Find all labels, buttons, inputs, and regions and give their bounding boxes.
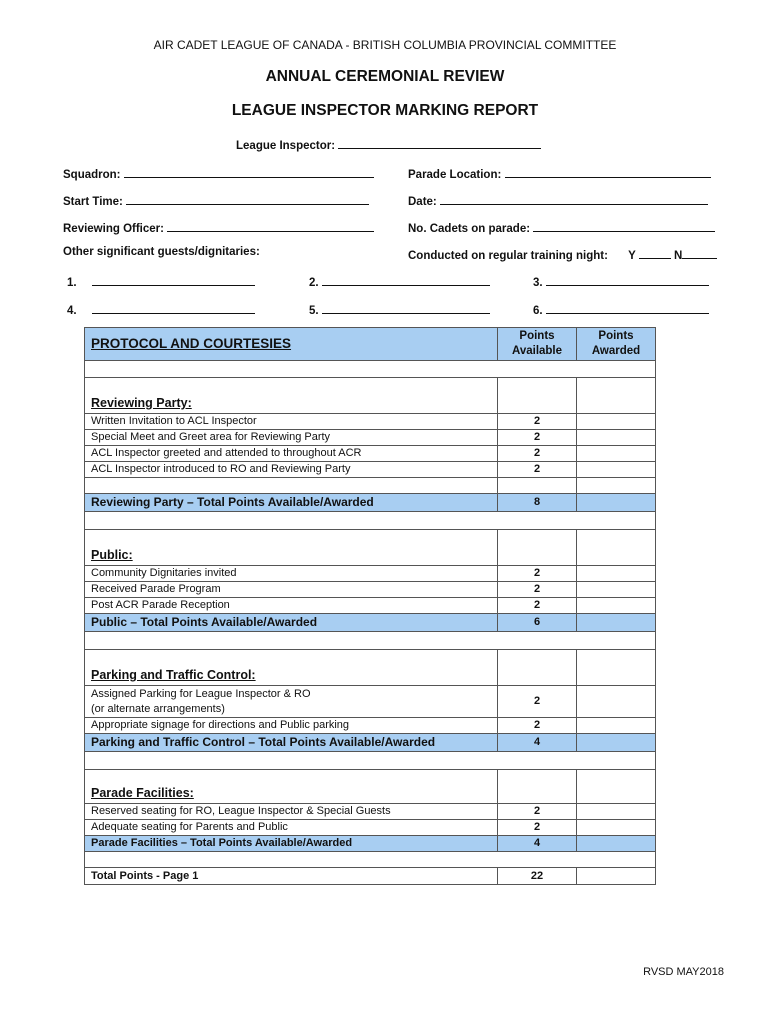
guest-number: 6. (533, 305, 543, 317)
row-awarded-cell[interactable] (577, 430, 656, 446)
section-title-row (85, 378, 656, 414)
reviewing-officer-field[interactable] (63, 219, 374, 235)
row-label (85, 686, 498, 718)
guest-4[interactable] (67, 301, 255, 317)
row-label: Community Dignitaries invited (85, 566, 498, 582)
guest-6[interactable] (533, 301, 709, 317)
row-label-line2: (or alternate arrangements) (91, 702, 225, 715)
section-total-awarded[interactable] (577, 494, 656, 512)
no-cadets-field[interactable] (408, 219, 715, 235)
table-row (85, 446, 656, 462)
row-awarded-cell[interactable] (577, 804, 656, 820)
row-points: 2 (498, 462, 577, 478)
squadron-label: Squadron: (63, 169, 121, 181)
guest-line[interactable] (92, 301, 255, 314)
start-time-label: Start Time: (63, 196, 123, 208)
row-label: Written Invitation to ACL Inspector (85, 414, 498, 430)
parade-location-label: Parade Location: (408, 169, 502, 181)
section-total-awarded[interactable] (577, 836, 656, 852)
section-title: Public: (91, 548, 133, 562)
section-title-row (85, 650, 656, 686)
section-title-row (85, 530, 656, 566)
start-time-field[interactable] (63, 192, 369, 208)
guest-number: 5. (309, 305, 319, 317)
y-label: Y (628, 250, 636, 262)
section-title: Parking and Traffic Control: (91, 668, 256, 682)
table-row (85, 598, 656, 614)
table-row (85, 414, 656, 430)
guest-line[interactable] (92, 273, 255, 286)
guest-3[interactable] (533, 273, 709, 289)
row-label-line1: Assigned Parking for League Inspector & RO (91, 687, 311, 700)
regular-night-field[interactable] (408, 246, 717, 262)
guest-number: 1. (67, 277, 77, 289)
no-cadets-line[interactable] (533, 219, 715, 232)
section-total-row (85, 614, 656, 632)
table-row (85, 718, 656, 734)
row-awarded-cell[interactable] (577, 566, 656, 582)
row-awarded-cell[interactable] (577, 686, 656, 718)
section-total-label: Parking and Traffic Control – Total Points Available/Awarded (91, 734, 436, 749)
row-label: Reserved seating for RO, League Inspector & Special Guests (85, 804, 498, 820)
table-row (85, 686, 656, 718)
y-line[interactable] (639, 246, 671, 259)
section-title-row (85, 770, 656, 804)
row-points: 2 (498, 820, 577, 836)
row-label: Adequate seating for Parents and Public (85, 820, 498, 836)
table-row (85, 566, 656, 582)
guest-line[interactable] (546, 273, 709, 286)
grand-total-row (85, 868, 656, 885)
section-total-label: Public – Total Points Available/Awarded (91, 614, 318, 629)
reviewing-officer-label: Reviewing Officer: (63, 223, 164, 235)
row-points: 2 (498, 430, 577, 446)
table-row (85, 582, 656, 598)
parade-location-line[interactable] (505, 165, 711, 178)
section-total-row (85, 836, 656, 852)
section-title: Reviewing Party: (91, 396, 192, 410)
league-inspector-field[interactable] (236, 136, 541, 152)
start-time-line[interactable] (126, 192, 369, 205)
table-row (85, 804, 656, 820)
row-awarded-cell[interactable] (577, 446, 656, 462)
date-field[interactable] (408, 192, 708, 208)
guest-1[interactable] (67, 273, 255, 289)
row-awarded-cell[interactable] (577, 718, 656, 734)
section-total-awarded[interactable] (577, 734, 656, 752)
row-label: Post ACR Parade Reception (85, 598, 498, 614)
page-subtitle: LEAGUE INSPECTOR MARKING REPORT (231, 102, 539, 119)
row-label: ACL Inspector introduced to RO and Reviewing Party (85, 462, 498, 478)
row-points: 2 (498, 414, 577, 430)
section-total-row (85, 734, 656, 752)
section-total-value: 8 (498, 494, 577, 512)
row-awarded-cell[interactable] (577, 820, 656, 836)
grand-total-value: 22 (498, 868, 577, 885)
guest-line[interactable] (322, 273, 490, 286)
guest-number: 2. (309, 277, 319, 289)
other-guests-label: Other significant guests/dignitaries: (63, 246, 260, 258)
guest-line[interactable] (546, 301, 709, 314)
league-inspector-label: League Inspector: (236, 140, 336, 152)
section-title: Parade Facilities: (91, 786, 194, 800)
section-total-label: Parade Facilities – Total Points Available/Awarded (91, 837, 353, 849)
row-awarded-cell[interactable] (577, 414, 656, 430)
section-total-value: 4 (498, 734, 577, 752)
section-total-value: 4 (498, 836, 577, 852)
points-available-header: Points Available (498, 328, 577, 361)
row-label: ACL Inspector greeted and attended to throughout ACR (85, 446, 498, 462)
date-line[interactable] (440, 192, 708, 205)
guest-5[interactable] (309, 301, 490, 317)
table-header-row (85, 328, 656, 361)
section-total-value: 6 (498, 614, 577, 632)
section-total-label: Reviewing Party – Total Points Available/Awarded (91, 494, 374, 509)
n-label: N (674, 250, 683, 262)
parade-location-field[interactable] (408, 165, 711, 181)
date-label: Date: (408, 196, 437, 208)
no-cadets-label: No. Cadets on parade: (408, 223, 531, 235)
table-row (85, 462, 656, 478)
table-heading: PROTOCOL AND COURTESIES (91, 335, 292, 351)
row-points: 2 (498, 582, 577, 598)
org-heading: AIR CADET LEAGUE OF CANADA - BRITISH COLUMBIA PROVINCIAL COMMITTEE (153, 38, 617, 52)
squadron-field[interactable] (63, 165, 374, 181)
row-label: Special Meet and Greet area for Reviewing Party (85, 430, 498, 446)
row-awarded-cell[interactable] (577, 582, 656, 598)
table-row (85, 430, 656, 446)
grand-total-label: Total Points - Page 1 (91, 869, 199, 882)
points-table (84, 327, 656, 885)
row-awarded-cell[interactable] (577, 598, 656, 614)
grand-total-awarded[interactable] (577, 868, 656, 885)
row-points: 2 (498, 686, 577, 718)
row-points: 2 (498, 446, 577, 462)
revision-note: RVSD MAY2018 (643, 966, 724, 978)
row-points: 2 (498, 598, 577, 614)
reviewing-officer-line[interactable] (167, 219, 374, 232)
row-points: 2 (498, 718, 577, 734)
page-title: ANNUAL CEREMONIAL REVIEW (265, 68, 505, 85)
row-points: 2 (498, 566, 577, 582)
points-awarded-header: Points Awarded (577, 328, 656, 361)
guest-number: 3. (533, 277, 543, 289)
section-total-row (85, 494, 656, 512)
squadron-line[interactable] (124, 165, 374, 178)
guest-2[interactable] (309, 273, 490, 289)
row-points: 2 (498, 804, 577, 820)
section-total-awarded[interactable] (577, 614, 656, 632)
row-label: Appropriate signage for directions and Public parking (85, 718, 498, 734)
regular-night-label: Conducted on regular training night: (408, 250, 608, 262)
table-row (85, 820, 656, 836)
guest-line[interactable] (322, 301, 490, 314)
n-line[interactable] (682, 246, 717, 259)
row-awarded-cell[interactable] (577, 462, 656, 478)
league-inspector-line[interactable] (338, 136, 541, 149)
guest-number: 4. (67, 305, 77, 317)
row-label: Received Parade Program (85, 582, 498, 598)
